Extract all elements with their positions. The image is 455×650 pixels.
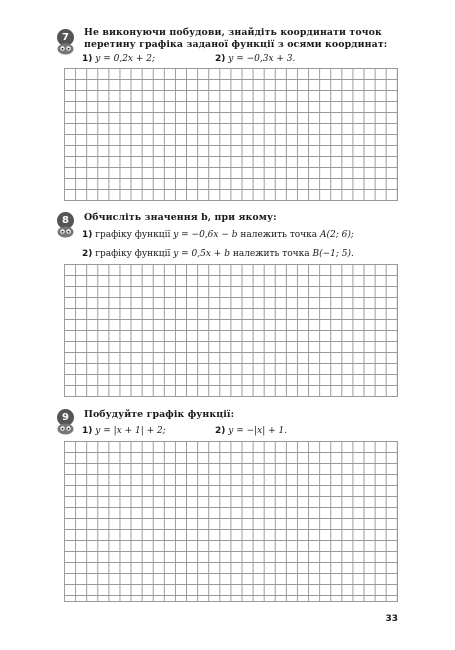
function-expression: y = −0,6x − b xyxy=(173,230,238,240)
face-icon xyxy=(57,43,74,55)
item-label: 1) xyxy=(82,426,93,436)
page-number: 33 xyxy=(385,614,398,624)
item-text: графіку функції xyxy=(95,249,171,259)
item-label: 2) xyxy=(215,54,226,64)
task-number: 7 xyxy=(57,29,74,46)
function-expression: y = −|x| + 1. xyxy=(228,426,288,436)
task-8-badge xyxy=(57,212,74,238)
function-expression: y = 0,5x + b xyxy=(173,249,230,259)
item-label: 1) xyxy=(82,230,93,240)
answer-grid-task-9[interactable] xyxy=(64,441,398,602)
item-text: належить точка xyxy=(240,230,318,240)
item-text: графіку функції xyxy=(95,230,171,240)
task-prompt: Обчисліть значення b, при якому: xyxy=(84,212,277,223)
function-expression: y = |x + 1| + 2; xyxy=(95,426,166,436)
answer-grid-task-8[interactable] xyxy=(64,264,398,397)
point-coordinates: B(−1; 5). xyxy=(312,249,354,259)
point-coordinates: A(2; 6); xyxy=(320,230,354,240)
task-item-2 xyxy=(215,53,295,65)
task-item-1 xyxy=(82,53,155,65)
item-label: 2) xyxy=(215,426,226,436)
task-prompt: Побудуйте графік функції: xyxy=(84,409,235,420)
task-prompt: Не виконуючи побудови, знайдіть координати точок перетину графіка заданої функції з осями координат: xyxy=(84,27,388,50)
task-item-1 xyxy=(82,229,354,241)
answer-grid-task-7[interactable] xyxy=(64,68,398,201)
task-number: 8 xyxy=(57,212,74,229)
face-icon xyxy=(57,423,74,435)
item-text: належить точка xyxy=(232,249,310,259)
item-label: 1) xyxy=(82,54,93,64)
face-icon xyxy=(57,226,74,238)
task-9-badge xyxy=(57,409,74,435)
task-7-badge xyxy=(57,29,74,55)
function-expression: y = 0,2x + 2; xyxy=(95,54,156,64)
task-number: 9 xyxy=(57,409,74,426)
task-item-1 xyxy=(82,425,166,437)
task-item-2 xyxy=(82,248,354,260)
item-label: 2) xyxy=(82,249,93,259)
task-item-2 xyxy=(215,425,287,437)
function-expression: y = −0,3x + 3. xyxy=(228,54,296,64)
